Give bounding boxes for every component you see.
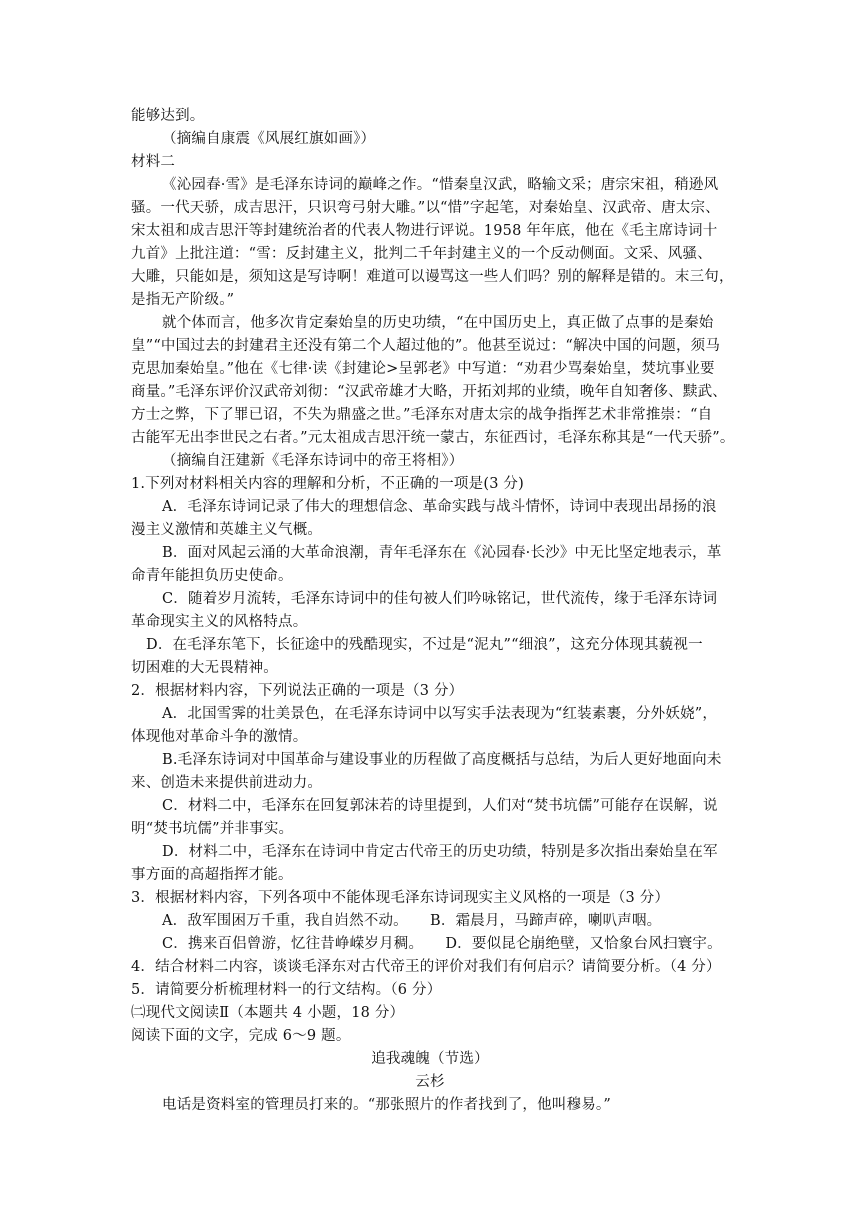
reading-instruction: 阅读下面的文字，完成 6～9 题。 bbox=[131, 1028, 351, 1044]
option-line: C．材料二中，毛泽东在回复郭沫若的诗里提到，人们对“焚书坑儒”可能存在误解，说 bbox=[162, 798, 718, 814]
option-line: D．在毛泽东笔下，长征途中的残酷现实，不过是“泥丸”“细浪”，这充分体现其藐视一 bbox=[146, 637, 703, 653]
option-line: A．北国雪霁的壮美景色，在毛泽东诗词中以写实手法表现为“红装素裹，分外妖娆”， bbox=[162, 706, 718, 722]
section-heading: 材料二 bbox=[131, 154, 176, 170]
source-citation: （摘编自康震《风展红旗如画》） bbox=[162, 131, 376, 147]
option-line: D．材料二中，毛泽东在诗词中肯定古代帝王的历史功绩，特别是多次指出秦始皇在军 bbox=[162, 844, 718, 860]
paragraph-line: 电话是资料室的管理员打来的。“那张照片的作者找到了，他叫穆易。” bbox=[162, 1097, 611, 1113]
section-heading: ㈡现代文阅读Ⅱ（本题共 4 小题，18 分） bbox=[131, 1005, 405, 1021]
paragraph-line: 骚。一代天骄，成吉思汗，只识弯弓射大雕。”以“惜”字起笔，对秦始皇、汉武帝、唐太宗、 bbox=[131, 200, 720, 216]
article-author: 云杉 bbox=[415, 1074, 445, 1090]
article-title: 追我魂魄（节选） bbox=[371, 1051, 489, 1067]
paragraph-line: 方士之弊，下了罪已诏，不失为鼎盛之世。”毛泽东对唐太宗的战争指挥艺术非常推崇：“自 bbox=[131, 407, 713, 423]
paragraph-line: 皇”“中国过去的封建君主还没有第二个人超过他的”。他甚至说过：“解决中国的问题，须马 bbox=[131, 338, 721, 354]
paragraph-line: 大雕，只能如是，须知这是写诗啊！难道可以谩骂这一些人们吗？别的解释是错的。末三句， bbox=[131, 269, 734, 285]
source-citation: （摘编自汪建新《毛泽东诗词中的帝王将相》） bbox=[162, 453, 464, 469]
paragraph-line: 九首》上批注道：“雪：反封建主义，批判二千年封建主义的一个反动侧面。文采、风骚、 bbox=[131, 246, 712, 262]
option-line: 命青年能担负历史使命。 bbox=[131, 568, 293, 584]
paragraph-line: 商量。”毛泽东评价汉武帝刘彻：“汉武帝雄才大略，开拓刘邦的业绩，晚年自知奢侈、黩武、 bbox=[131, 384, 727, 400]
option-line: C．随着岁月流转，毛泽东诗词中的佳句被人们吟咏铭记，世代流传，缘于毛泽东诗词 bbox=[162, 591, 718, 607]
paragraph-line: 是指无产阶级。” bbox=[131, 292, 235, 308]
option-line: 事方面的高超指挥才能。 bbox=[131, 867, 293, 883]
paragraph-line: 宋太祖和成吉思汗等封建统治者的代表人物进行评说。1958 年年底，他在《毛主席诗词十 bbox=[131, 223, 718, 239]
paragraph-line: 克思加秦始皇。”他在《七律·读《封建论>呈郭老》中写道：“劝君少骂秦始皇，焚坑事业要 bbox=[131, 361, 715, 377]
question-4: 4．结合材料二内容，谈谈毛泽东对古代帝王的评价对我们有何启示？请简要分析。（4 分） bbox=[131, 959, 721, 975]
question-3: 3．根据材料内容，下列各项中不能体现毛泽东诗词现实主义风格的一项是（3 分） bbox=[131, 890, 670, 906]
option-line: C．携来百侣曾游，忆往昔峥嵘岁月稠。 D．要似昆仑崩绝壁，又恰象台风扫寰宇。 bbox=[162, 936, 722, 952]
option-line: B.毛泽东诗词对中国革命与建设事业的历程做了高度概括与总结，为后人更好地面向未 bbox=[162, 752, 722, 768]
option-line: A．毛泽东诗词记录了伟大的理想信念、革命实践与战斗情怀，诗词中表现出昂扬的浪 bbox=[162, 499, 717, 515]
question-5: 5．请简要分析梳理材料一的行文结构。（6 分） bbox=[131, 982, 442, 998]
option-line: 切困难的大无畏精神。 bbox=[131, 660, 278, 676]
option-line: 体现他对革命斗争的激情。 bbox=[131, 729, 308, 745]
option-line: 来、创造未来提供前进动力。 bbox=[131, 775, 323, 791]
option-line: B．面对风起云涌的大革命浪潮，青年毛泽东在《沁园春·长沙》中无比坚定地表示，革 bbox=[162, 545, 722, 561]
option-line: 明“焚书坑儒”并非事实。 bbox=[131, 821, 294, 837]
question-1: 1.下列对材料相关内容的理解和分析，不正确的一项是(3 分) bbox=[131, 476, 524, 492]
question-2: 2．根据材料内容，下列说法正确的一项是（3 分） bbox=[131, 683, 464, 699]
text-line: 能够达到。 bbox=[131, 108, 205, 124]
paragraph-line: 古能军无出李世民之右者。”元太祖成吉思汗统一蒙古，东征西讨，毛泽东称其是“一代天骄”。 bbox=[131, 430, 735, 446]
paragraph-line: 就个体而言，他多次肯定秦始皇的历史功绩，“在中国历史上，真正做了点事的是秦始 bbox=[162, 315, 714, 331]
option-line: 漫主义激情和英雄主义气概。 bbox=[131, 522, 323, 538]
option-line: A．敌军围困万千重，我自岿然不动。 B．霜晨月，马蹄声碎，喇叭声咽。 bbox=[162, 913, 662, 929]
option-line: 革命现实主义的风格特点。 bbox=[131, 614, 308, 630]
paragraph-line: 《沁园春·雪》是毛泽东诗词的巅峰之作。“惜秦皇汉武，略输文采；唐宗宋祖，稍逊风 bbox=[162, 177, 719, 193]
